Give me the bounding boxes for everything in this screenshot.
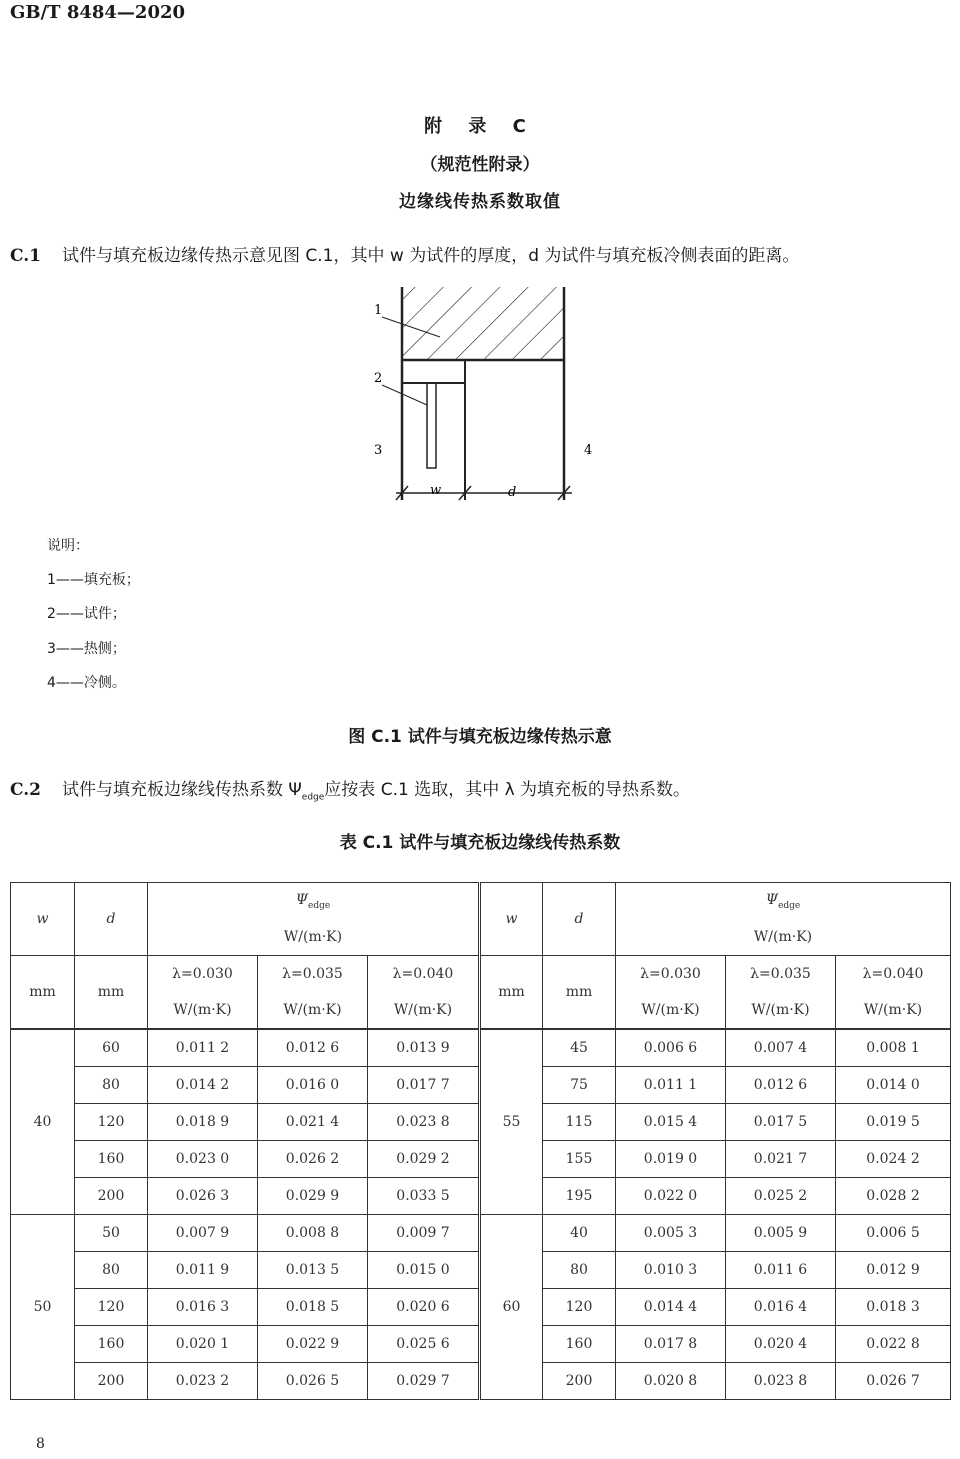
figure-c1-diagram bbox=[360, 285, 610, 515]
d-value: 120 bbox=[75, 1289, 148, 1326]
label-2: 2 bbox=[374, 371, 383, 386]
label-w: w bbox=[430, 483, 442, 498]
filler-panel-hatched bbox=[402, 287, 564, 360]
clause-c2-subscript: edge bbox=[301, 792, 325, 803]
psi-lambda-035-right: 0.012 6 bbox=[726, 1067, 836, 1104]
psi-lambda-030: 0.026 3 bbox=[148, 1178, 258, 1215]
label-1: 1 bbox=[374, 303, 383, 318]
d-value: 200 bbox=[75, 1363, 148, 1400]
legend-item: 2——试件； bbox=[47, 606, 126, 622]
psi-lambda-030: 0.011 2 bbox=[148, 1029, 258, 1067]
psi-lambda-035-right: 0.016 4 bbox=[726, 1289, 836, 1326]
d-value-right: 115 bbox=[543, 1104, 616, 1141]
d-value-right: 200 bbox=[543, 1363, 616, 1400]
psi-lambda-040-right: 0.022 8 bbox=[836, 1326, 951, 1363]
leader-2 bbox=[382, 385, 427, 405]
table-caption: 表 C.1 试件与填充板边缘线传热系数 bbox=[339, 833, 621, 853]
psi-lambda-040-right: 0.014 0 bbox=[836, 1067, 951, 1104]
header-unit: W/(m·K) bbox=[148, 919, 480, 956]
psi-lambda-030: 0.018 9 bbox=[148, 1104, 258, 1141]
header-unit-030: W/(m·K) bbox=[148, 992, 258, 1029]
psi-symbol: Ψ bbox=[765, 891, 779, 908]
psi-lambda-030: 0.016 3 bbox=[148, 1289, 258, 1326]
psi-lambda-035-right: 0.025 2 bbox=[726, 1178, 836, 1215]
psi-lambda-040: 0.013 9 bbox=[368, 1029, 480, 1067]
d-value: 160 bbox=[75, 1141, 148, 1178]
psi-lambda-040: 0.029 2 bbox=[368, 1141, 480, 1178]
header-lambda-035: λ=0.035 bbox=[258, 956, 368, 993]
clause-c2-text-pre: 试件与填充板边缘线传热系数 Ψ bbox=[62, 780, 302, 800]
appendix-type: （规范性附录） bbox=[420, 155, 540, 175]
psi-lambda-030: 0.020 1 bbox=[148, 1326, 258, 1363]
psi-lambda-035: 0.018 5 bbox=[258, 1289, 368, 1326]
psi-lambda-040-right: 0.024 2 bbox=[836, 1141, 951, 1178]
header-unit-040-right: W/(m·K) bbox=[836, 992, 951, 1029]
d-value-right: 45 bbox=[543, 1029, 616, 1067]
header-lambda-040: λ=0.040 bbox=[368, 956, 480, 993]
header-d-right: d bbox=[543, 883, 616, 956]
psi-lambda-035-right: 0.023 8 bbox=[726, 1363, 836, 1400]
header-w-right: w bbox=[480, 883, 543, 956]
d-value-right: 75 bbox=[543, 1067, 616, 1104]
d-value-right: 40 bbox=[543, 1215, 616, 1252]
psi-lambda-030-right: 0.017 8 bbox=[616, 1326, 726, 1363]
psi-lambda-030: 0.007 9 bbox=[148, 1215, 258, 1252]
header-lambda-030-right: λ=0.030 bbox=[616, 956, 726, 993]
psi-lambda-040: 0.033 5 bbox=[368, 1178, 480, 1215]
d-value-right: 155 bbox=[543, 1141, 616, 1178]
psi-lambda-040: 0.015 0 bbox=[368, 1252, 480, 1289]
psi-lambda-035-right: 0.020 4 bbox=[726, 1326, 836, 1363]
psi-lambda-040: 0.029 7 bbox=[368, 1363, 480, 1400]
d-value: 80 bbox=[75, 1067, 148, 1104]
psi-lambda-030-right: 0.019 0 bbox=[616, 1141, 726, 1178]
header-unit-040: W/(m·K) bbox=[368, 992, 480, 1029]
figure-caption: 图 C.1 试件与填充板边缘传热示意 bbox=[348, 727, 612, 747]
psi-lambda-040: 0.023 8 bbox=[368, 1104, 480, 1141]
d-value-right: 120 bbox=[543, 1289, 616, 1326]
psi-lambda-035: 0.022 9 bbox=[258, 1326, 368, 1363]
psi-symbol: Ψ bbox=[295, 891, 309, 908]
edge-coefficient-table bbox=[10, 882, 951, 1400]
header-unit-035-right: W/(m·K) bbox=[726, 992, 836, 1029]
header-w-unit-right: mm bbox=[480, 956, 543, 1030]
psi-lambda-040-right: 0.028 2 bbox=[836, 1178, 951, 1215]
header-d: d bbox=[75, 883, 148, 956]
psi-lambda-030-right: 0.014 4 bbox=[616, 1289, 726, 1326]
psi-lambda-035-right: 0.021 7 bbox=[726, 1141, 836, 1178]
clause-c1 bbox=[10, 241, 799, 266]
d-value: 160 bbox=[75, 1326, 148, 1363]
psi-lambda-035-right: 0.007 4 bbox=[726, 1029, 836, 1067]
page-number: 8 bbox=[36, 1436, 45, 1452]
psi-lambda-040-right: 0.006 5 bbox=[836, 1215, 951, 1252]
header-lambda-040-right: λ=0.040 bbox=[836, 956, 951, 993]
d-value-right: 80 bbox=[543, 1252, 616, 1289]
legend-item: 4——冷侧。 bbox=[47, 675, 126, 691]
header-psi-right bbox=[616, 883, 951, 920]
d-value: 50 bbox=[75, 1215, 148, 1252]
label-4: 4 bbox=[584, 443, 593, 458]
psi-subscript: edge bbox=[308, 900, 331, 911]
d-value: 60 bbox=[75, 1029, 148, 1067]
psi-lambda-035-right: 0.011 6 bbox=[726, 1252, 836, 1289]
psi-lambda-030-right: 0.022 0 bbox=[616, 1178, 726, 1215]
psi-lambda-040-right: 0.008 1 bbox=[836, 1029, 951, 1067]
clause-c2-text-post: 应按表 C.1 选取，其中 λ 为填充板的导热系数。 bbox=[324, 780, 691, 800]
clause-c1-text: 试件与填充板边缘传热示意见图 C.1，其中 w 为试件的厚度，d 为试件与填充板冷侧表面的距离。 bbox=[62, 246, 800, 266]
legend-item: 1——填充板； bbox=[47, 572, 140, 588]
w-value: 50 bbox=[11, 1215, 75, 1400]
label-3: 3 bbox=[374, 443, 383, 458]
psi-lambda-030: 0.023 0 bbox=[148, 1141, 258, 1178]
clause-c2-number: C.2 bbox=[10, 780, 41, 800]
header-unit-035: W/(m·K) bbox=[258, 992, 368, 1029]
psi-lambda-035: 0.026 5 bbox=[258, 1363, 368, 1400]
psi-lambda-035: 0.016 0 bbox=[258, 1067, 368, 1104]
psi-lambda-035-right: 0.005 9 bbox=[726, 1215, 836, 1252]
psi-lambda-030: 0.011 9 bbox=[148, 1252, 258, 1289]
psi-lambda-035: 0.029 9 bbox=[258, 1178, 368, 1215]
legend-title: 说明： bbox=[47, 538, 89, 554]
psi-lambda-040: 0.020 6 bbox=[368, 1289, 480, 1326]
d-value-right: 195 bbox=[543, 1178, 616, 1215]
psi-lambda-040-right: 0.018 3 bbox=[836, 1289, 951, 1326]
d-value: 80 bbox=[75, 1252, 148, 1289]
header-lambda-030: λ=0.030 bbox=[148, 956, 258, 993]
header-psi bbox=[148, 883, 480, 920]
header-lambda-035-right: λ=0.035 bbox=[726, 956, 836, 993]
psi-lambda-030-right: 0.015 4 bbox=[616, 1104, 726, 1141]
psi-lambda-035: 0.021 4 bbox=[258, 1104, 368, 1141]
w-value-right: 60 bbox=[480, 1215, 543, 1400]
d-value-right: 160 bbox=[543, 1326, 616, 1363]
psi-lambda-040-right: 0.019 5 bbox=[836, 1104, 951, 1141]
header-w: w bbox=[11, 883, 75, 956]
header-unit-030-right: W/(m·K) bbox=[616, 992, 726, 1029]
label-d: d bbox=[508, 485, 517, 500]
psi-lambda-030: 0.023 2 bbox=[148, 1363, 258, 1400]
clause-c1-number: C.1 bbox=[10, 246, 41, 266]
psi-lambda-035: 0.013 5 bbox=[258, 1252, 368, 1289]
table-row bbox=[11, 1215, 951, 1252]
standard-header: GB/T 8484—2020 bbox=[10, 2, 186, 23]
psi-lambda-030-right: 0.010 3 bbox=[616, 1252, 726, 1289]
psi-subscript: edge bbox=[778, 900, 801, 911]
header-w-unit: mm bbox=[11, 956, 75, 1030]
table-row bbox=[11, 1029, 951, 1067]
header-unit-right: W/(m·K) bbox=[616, 919, 951, 956]
appendix-title: 附 录 C bbox=[424, 116, 536, 137]
w-value: 40 bbox=[11, 1029, 75, 1215]
psi-lambda-040-right: 0.012 9 bbox=[836, 1252, 951, 1289]
psi-lambda-030-right: 0.020 8 bbox=[616, 1363, 726, 1400]
psi-lambda-040: 0.009 7 bbox=[368, 1215, 480, 1252]
psi-lambda-040: 0.017 7 bbox=[368, 1067, 480, 1104]
header-d-unit-right: mm bbox=[543, 956, 616, 1030]
psi-lambda-030-right: 0.005 3 bbox=[616, 1215, 726, 1252]
psi-lambda-030: 0.014 2 bbox=[148, 1067, 258, 1104]
d-value: 120 bbox=[75, 1104, 148, 1141]
psi-lambda-040-right: 0.026 7 bbox=[836, 1363, 951, 1400]
psi-lambda-030-right: 0.006 6 bbox=[616, 1029, 726, 1067]
psi-lambda-035: 0.012 6 bbox=[258, 1029, 368, 1067]
header-d-unit: mm bbox=[75, 956, 148, 1030]
psi-lambda-035: 0.026 2 bbox=[258, 1141, 368, 1178]
psi-lambda-040: 0.025 6 bbox=[368, 1326, 480, 1363]
psi-lambda-030-right: 0.011 1 bbox=[616, 1067, 726, 1104]
psi-lambda-035: 0.008 8 bbox=[258, 1215, 368, 1252]
psi-lambda-035-right: 0.017 5 bbox=[726, 1104, 836, 1141]
specimen-bar bbox=[427, 383, 436, 468]
clause-c2 bbox=[10, 775, 690, 802]
d-value: 200 bbox=[75, 1178, 148, 1215]
appendix-subject: 边缘线传热系数取值 bbox=[399, 192, 561, 212]
legend-item: 3——热侧； bbox=[47, 641, 126, 657]
w-value-right: 55 bbox=[480, 1029, 543, 1215]
